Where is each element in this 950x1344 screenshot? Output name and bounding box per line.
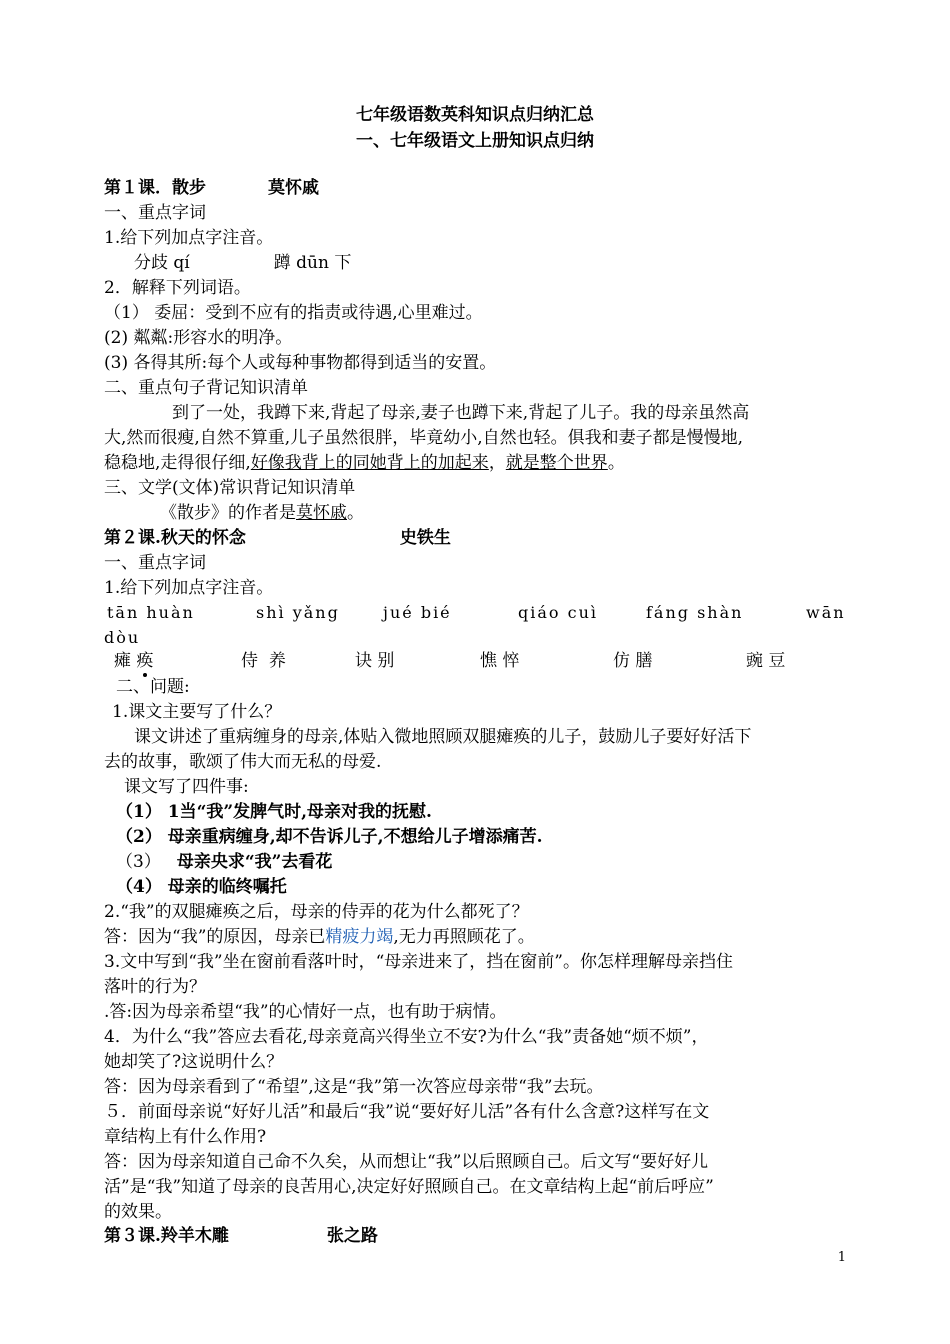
e3-text: 母亲央求“我”去看花 <box>176 852 333 872</box>
lesson2-qc2: 落叶的行为？ <box>104 977 206 997</box>
section-title: 一、七年级语文上册知识点归纳 <box>356 131 594 151</box>
document-title: 七年级语数英科知识点归纳汇总 <box>356 105 594 125</box>
word-wandou <box>746 650 785 672</box>
lesson2-e3 <box>116 851 332 873</box>
char: 瘫 <box>114 651 131 671</box>
char: 诀 <box>355 651 372 671</box>
pinyin-4: qiáo cuì <box>518 603 598 622</box>
char: 豆 <box>768 651 786 671</box>
word-fangshan <box>613 650 652 672</box>
char: 豌 <box>746 651 763 671</box>
ab-text-pre: 答：因为“我”的原因，母亲已 <box>104 927 326 947</box>
pinyin-6: wān <box>806 603 846 622</box>
char: 膳 <box>635 651 653 671</box>
lesson1-d2: (2) 粼粼:形容水的明净。 <box>104 328 293 348</box>
lesson2-qd2: 她却笑了?这说明什么？ <box>104 1052 284 1072</box>
lesson1-d1: （1） 委屈：受到不应有的指责或待遇,心里难过。 <box>104 303 483 323</box>
lesson2-ae3: 的效果。 <box>104 1202 172 1222</box>
lesson2-qb: 2.“我”的双腿瘫痪之后，母亲的侍弄的花为什么都死了？ <box>104 902 529 922</box>
lesson2-s1: 一、重点字词 <box>104 553 206 573</box>
pinyin-5: fáng shàn <box>646 603 744 622</box>
lesson2-ad: 答：因为母亲看到了“希望”,这是“我”第一次答应母亲带“我”去玩。 <box>104 1077 604 1097</box>
word-shiyang <box>241 650 286 672</box>
lesson2-e1: （1） 1当“我”发脾气时,母亲对我的抚慰. <box>116 802 432 822</box>
ab-text-post: ,无力再照顾花了。 <box>393 927 535 947</box>
lesson1-heading <box>104 177 319 199</box>
e3-number: （3） <box>116 852 161 872</box>
lesson1-lit <box>160 502 364 524</box>
pinyin-3: jué bié <box>383 603 452 622</box>
lesson2-qa: 1.课文主要写了什么？ <box>112 702 282 722</box>
p3-text-b: ， <box>488 453 506 473</box>
lesson3-author: 张之路 <box>326 1226 378 1246</box>
lesson2-e2: （2） 母亲重病缠身,却不告诉儿子,不想给儿子增添痛苦. <box>116 827 543 847</box>
lesson1-p3 <box>104 452 625 474</box>
p3-text-a: 稳稳地,走得很仔细, <box>104 453 251 473</box>
word-dunxia: 蹲 dūn 下 <box>273 253 352 273</box>
char: 憔 <box>480 651 497 671</box>
p3-underline-1: 好像我背上的同她背上的加起来 <box>250 453 489 473</box>
lesson2-qd1: 4．为什么“我”答应去看花,母亲竟高兴得坐立不安?为什么“我”责备她“烦不烦”， <box>104 1027 709 1047</box>
char: 养 <box>268 651 286 671</box>
lesson1-s2: 二、重点句子背记知识清单 <box>104 378 308 398</box>
char: 仿 <box>613 651 630 671</box>
word-tanhuan <box>114 650 153 672</box>
lesson1-q1: 1.给下列加点字注音。 <box>104 228 274 248</box>
ab-link-text: 精疲力竭 <box>325 927 394 947</box>
word-fenqi: 分歧 qí <box>134 253 190 273</box>
lesson1-d3: (3) 各得其所:每个人或每种事物都得到适当的安置。 <box>104 353 497 373</box>
lesson2-qe2: 章结构上有什么作用? <box>104 1127 267 1147</box>
lit-text-b: 。 <box>347 503 364 523</box>
lesson1-p1: 到了一处，我蹲下来,背起了母亲,妻子也蹲下来,背起了儿子。我的母亲虽然高 <box>172 403 750 423</box>
lesson2-heading <box>104 527 451 549</box>
lesson2-ae1: 答：因为母亲知道自己命不久矣，从而想让“我”以后照顾自己。后文写“要好好儿 <box>104 1152 709 1172</box>
lesson2-ac: .答:因为母亲希望“我”的心情好一点，也有助于病情。 <box>104 1002 507 1022</box>
pinyin-1: tān huàn <box>107 603 195 622</box>
lesson2-e4: （4） 母亲的临终嘱托 <box>116 877 287 897</box>
lesson3-title: 第３课.羚羊木雕 <box>104 1226 229 1246</box>
char-dotted: 痪 <box>136 651 154 671</box>
lesson2-ab <box>104 926 535 948</box>
lesson1-q2: 2．解释下列词语。 <box>104 278 251 298</box>
word-qiaocui <box>480 650 519 672</box>
p3-underline-2: 就是整个世界 <box>505 453 608 473</box>
lesson2-q1: 1.给下列加点字注音。 <box>104 578 274 598</box>
lit-author-underline: 莫怀戚 <box>296 503 347 523</box>
pinyin-6-cont: dòu <box>104 628 141 647</box>
p3-text-c: 。 <box>607 453 625 473</box>
lesson2-aa1: 课文讲述了重病缠身的母亲,体贴入微地照顾双腿瘫痪的儿子，鼓励儿子要好好活下 <box>134 727 752 747</box>
lesson1-author: 莫怀戚 <box>268 178 319 198</box>
char: 悴 <box>502 651 520 671</box>
lesson2-aa2: 去的故事，歌颂了伟大而无私的母爱. <box>104 752 382 772</box>
lesson2-title: 第２课.秋天的怀念 <box>104 528 246 548</box>
lesson1-s3: 三、文学(文体)常识背记知识清单 <box>104 478 356 498</box>
page-number: 1 <box>837 1250 846 1265</box>
lesson3-heading <box>104 1225 378 1247</box>
lesson1-p2: 大,然而很瘦,自然不算重,儿子虽然很胖，毕竟幼小,自然也轻。俱我和妻子都是慢慢地, <box>104 428 744 448</box>
char: 侍 <box>241 651 258 671</box>
lesson1-words <box>134 252 351 274</box>
char: 别 <box>377 651 395 671</box>
lesson1-title: 第１课．散步 <box>104 178 206 198</box>
lesson1-s1: 一、重点字词 <box>104 203 206 223</box>
lesson2-author: 史铁生 <box>399 528 451 548</box>
lesson2-qe1: ５．前面母亲说“好好儿活”和最后“我”说“要好好儿活”各有什么含意?这样写在文 <box>104 1102 710 1122</box>
word-juebie <box>355 650 394 672</box>
lesson2-four: 课文写了四件事: <box>124 777 249 797</box>
lesson2-s2: 二、问题: <box>116 677 190 697</box>
lesson2-qc1: 3.文中写到“我”坐在窗前看落叶时，“母亲进来了，挡在窗前”。你怎样理解母亲挡住 <box>104 952 733 972</box>
lesson2-ae2: 活”是“我”知道了母亲的良苦用心,决定好好照顾自己。在文章结构上起“前后呼应” <box>104 1177 714 1197</box>
pinyin-2: shì yǎng <box>256 603 340 622</box>
lit-text-a: 《散步》的作者是 <box>160 503 296 523</box>
